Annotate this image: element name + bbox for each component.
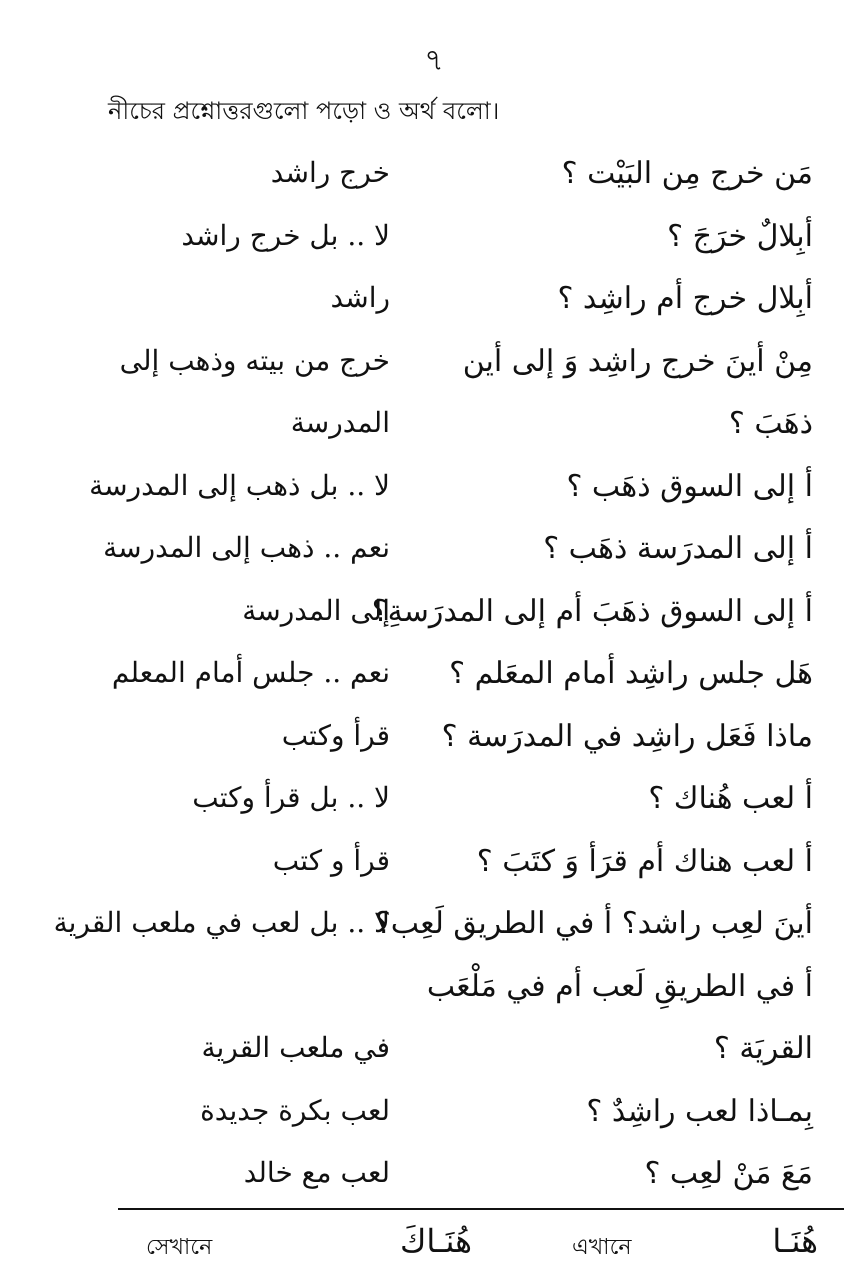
answer-text: نعم .. جلس أمام المعلم bbox=[111, 656, 390, 689]
question-text: مَن خرج مِن البَيْت ؟ bbox=[561, 156, 813, 191]
question-text: أ إلى السوق ذهَبَ أم إلى المدرَسةِ؟ bbox=[371, 593, 813, 629]
question-text: ذهَبَ ؟ bbox=[728, 406, 813, 441]
qa-row bbox=[0, 1148, 868, 1211]
qa-row bbox=[0, 211, 868, 274]
qa-row bbox=[0, 586, 868, 649]
qa-row bbox=[0, 1086, 868, 1149]
vocab-hunaka-bengali: সেখানে bbox=[146, 1235, 213, 1260]
answer-text: قرأ و كتب bbox=[272, 843, 390, 877]
vocab-hunaka-arabic: هُنَـاكَ bbox=[400, 1222, 473, 1260]
answer-text: لا .. بل ذهب إلى المدرسة bbox=[89, 468, 390, 502]
question-text: مِنْ أينَ خرج راشِد وَ إلى أين bbox=[462, 343, 813, 379]
answer-text: لا .. بل لعب في ملعب القرية bbox=[53, 906, 390, 939]
qa-row bbox=[0, 898, 868, 961]
vocab-huna-arabic: هُنَـا bbox=[772, 1222, 818, 1260]
question-text: مَعَ مَنْ لعِب ؟ bbox=[644, 1156, 813, 1191]
question-text: القريَة ؟ bbox=[713, 1031, 813, 1066]
answer-text: لعب بكرة جديدة bbox=[200, 1093, 390, 1127]
qa-row bbox=[0, 461, 868, 524]
question-text: أ لعب هُناك ؟ bbox=[648, 781, 813, 816]
qa-row bbox=[0, 398, 868, 461]
question-text: أبِلالٌ خرَجَ ؟ bbox=[667, 218, 813, 254]
vocab-huna-bengali: এখানে bbox=[572, 1235, 632, 1260]
question-text: أبِلال خرج أم راشِد ؟ bbox=[557, 281, 813, 316]
qa-row bbox=[0, 836, 868, 899]
question-text: أ إلى السوق ذهَب ؟ bbox=[566, 468, 813, 504]
answer-text: لا .. بل قرأ وكتب bbox=[192, 781, 390, 814]
qa-list bbox=[0, 148, 868, 1211]
question-text: أ في الطريقِ لَعب أم في مَلْعَب bbox=[426, 968, 813, 1004]
answer-text: خرج من بيته وذهب إلى bbox=[119, 343, 390, 377]
qa-row bbox=[0, 961, 868, 1024]
answer-text: المدرسة bbox=[290, 406, 390, 439]
instruction-text: নীচের প্রশ্নোত্তরগুলো পড়ো ও অর্থ বলো। bbox=[108, 97, 500, 125]
qa-row bbox=[0, 773, 868, 836]
answer-text: لعب مع خالد bbox=[243, 1156, 390, 1189]
answer-text: إلى المدرسة bbox=[242, 593, 390, 627]
answer-text: نعم .. ذهب إلى المدرسة bbox=[103, 531, 390, 564]
qa-row bbox=[0, 273, 868, 336]
question-text: بِمـاذا لعب راشِدٌ ؟ bbox=[586, 1093, 813, 1129]
footer-divider bbox=[118, 1208, 844, 1210]
question-text: أ لعب هناك أم قرَأ وَ كتَبَ ؟ bbox=[476, 843, 813, 879]
question-text: ماذا فَعَل راشِد في المدرَسة ؟ bbox=[441, 718, 813, 754]
qa-row bbox=[0, 648, 868, 711]
qa-row bbox=[0, 711, 868, 774]
qa-row bbox=[0, 1023, 868, 1086]
question-text: أ إلى المدرَسة ذهَب ؟ bbox=[543, 531, 813, 566]
qa-row bbox=[0, 523, 868, 586]
qa-row bbox=[0, 336, 868, 399]
qa-row bbox=[0, 148, 868, 211]
answer-text: راشد bbox=[330, 281, 390, 314]
question-text: هَل جلس راشِد أمام المعَلم ؟ bbox=[449, 656, 813, 691]
question-text: أينَ لعِب راشد؟ أ في الطريق لَعِب؟ bbox=[374, 906, 813, 941]
answer-text: خرج راشد bbox=[270, 156, 390, 189]
answer-text: في ملعب القرية bbox=[201, 1031, 390, 1064]
page-number: ৭ bbox=[424, 43, 444, 78]
answer-text: لا .. بل خرج راشد bbox=[181, 218, 390, 252]
answer-text: قرأ وكتب bbox=[281, 718, 390, 752]
